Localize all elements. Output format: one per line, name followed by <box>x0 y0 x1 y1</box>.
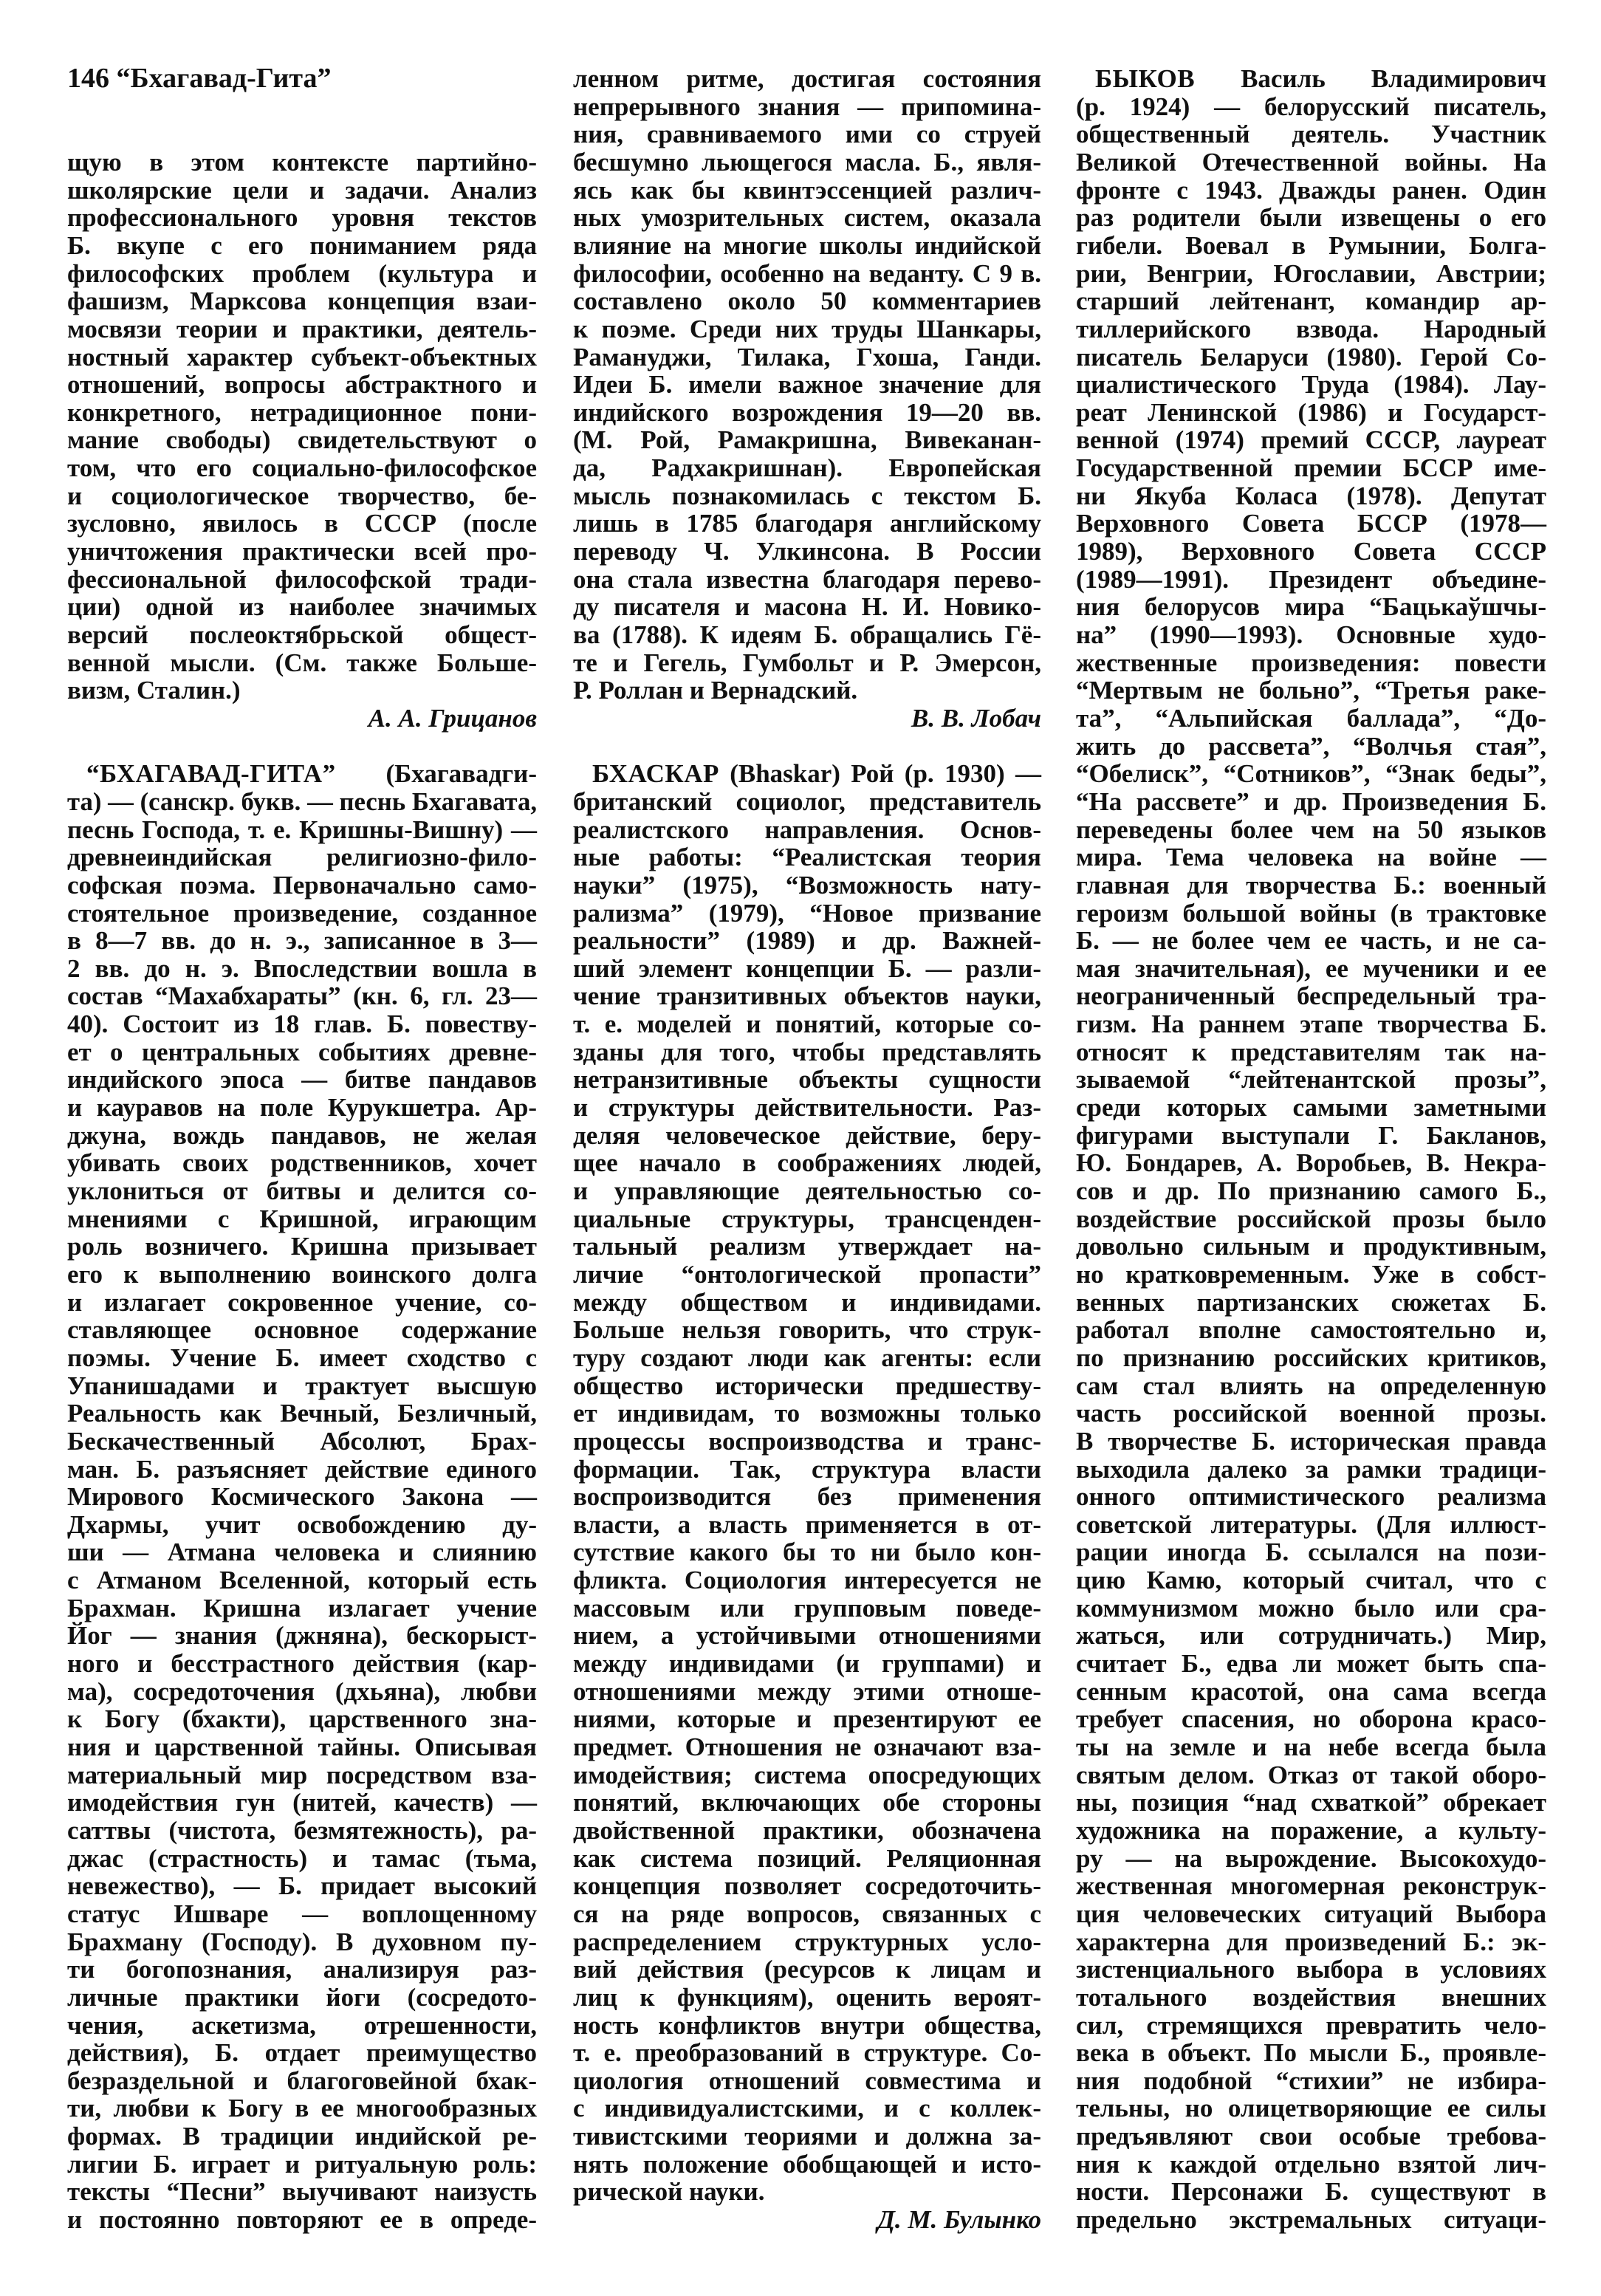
text-line: ся на ряде вопросов, связанных с <box>573 1899 1041 1928</box>
text-line: переводу Ч. Улкинсона. В России <box>573 537 1041 566</box>
text-line: ния и царственной тайны. Описывая <box>67 1733 537 1761</box>
text-line: к поэме. Среди них труды Шанкары, <box>573 314 1041 343</box>
text-line: Упанишадами и трактует высшую <box>67 1371 537 1400</box>
text-line: героизм большой войны (в трактовке <box>1076 898 1546 928</box>
text-line: та) — (санскр. букв. — песнь Бхагавата, <box>67 787 537 816</box>
text-line: характерна для произведений Б.: эк- <box>1076 1927 1546 1956</box>
text-line: сов и др. По признанию самого Б., <box>1076 1176 1546 1205</box>
text-line: относят к представителям так на- <box>1076 1037 1546 1066</box>
text-line: ния белорусов мира “Бацькаўшчы- <box>1076 592 1546 622</box>
text-line: Дхармы, учит освобождению ду- <box>67 1509 537 1539</box>
text-line: 1989), Верховного Совета СССР <box>1076 537 1546 566</box>
text-line: отношений, вопросы абстрактного и <box>67 370 537 400</box>
text-line: мысль познакомилась с текстом Б. <box>573 481 1041 510</box>
text-line: сил, стремящихся превратить чело- <box>1076 2010 1546 2040</box>
text-line: личные практики йоги (сосредото- <box>67 1982 537 2012</box>
text-line: лигии Б. играет и ритуальную роль: <box>67 2149 537 2179</box>
text-line: циалистического Труда (1984). Лау- <box>1076 370 1546 400</box>
text-line: нием, а устойчивыми отношениями <box>573 1621 1041 1651</box>
entry-headword: БЫКОВ <box>1095 64 1196 93</box>
text-line: стоятельное произведение, созданное <box>67 898 537 928</box>
text-line: ны, позиция “над схваткой” обрекает <box>1076 1788 1546 1817</box>
text-line: (1989—1991). Президент объедине- <box>1076 564 1546 594</box>
text-line: ру — на вырождение. Высокохудо- <box>1076 1843 1546 1873</box>
text-line: рии, Венгрии, Югославии, Австрии; <box>1076 258 1546 288</box>
text-line: предъявляют свои особые требова- <box>1076 2122 1546 2151</box>
text-line: Государственной премии БССР име- <box>1076 453 1546 483</box>
text-line: по признанию российских критиков, <box>1076 1343 1546 1372</box>
text-line: джуна, вождь пандавов, не желая <box>67 1120 537 1150</box>
text-line: венных партизанских сюжетах Б. <box>1076 1287 1546 1317</box>
page-number: 146 <box>67 63 109 94</box>
text-line: она стала известна благодаря перево- <box>573 564 1041 594</box>
text-line: рализма” (1979), “Новое призвание <box>573 898 1041 928</box>
text-line: предельно экстремальных ситуаци- <box>1076 2205 1546 2235</box>
text-line: считает Б., едва ли может быть спа- <box>1076 1649 1546 1679</box>
text-line: (р. 1924) — белорусский писатель, <box>1076 92 1546 121</box>
text-line: невежество), — Б. придает высокий <box>67 1871 537 1901</box>
text-line: Брахману (Господу). В духовном пу- <box>67 1927 537 1956</box>
text-line: формах. В традиции индийской ре- <box>67 2122 537 2151</box>
text-line: сам стал влиять на определенную <box>1076 1371 1546 1400</box>
text-line: 2 вв. до н. э. Впоследствии вошла в <box>67 953 537 983</box>
text-line: зусловно, явилось в СССР (после <box>67 509 537 538</box>
text-line: требует спасения, но оборона красо- <box>1076 1704 1546 1734</box>
text-line: бесшумно льющегося масла. Б., явля- <box>573 147 1041 177</box>
text-line: чения, аскетизма, отрешенности, <box>67 2010 537 2040</box>
text-line: “Мертвым не больно”, “Третья раке- <box>1076 676 1546 705</box>
text-line: софская поэма. Первоначально само- <box>67 870 537 899</box>
text-line: действия), Б. отдает преимущество <box>67 2038 537 2068</box>
text-line: Бескачественный Абсолют, Брах- <box>67 1426 537 1456</box>
text-line: как система позиций. Реляционная <box>573 1843 1041 1873</box>
text-line: нять положение обобщающей и исто- <box>573 2149 1041 2179</box>
text-line: Ю. Бондарев, А. Воробьев, В. Некра- <box>1076 1148 1546 1178</box>
text-line: состав “Махабхараты” (кн. 6, гл. 23— <box>67 981 537 1011</box>
text-line: на” (1990—1993). Основные худо- <box>1076 620 1546 649</box>
text-line: концепция позволяет сосредоточить- <box>573 1871 1041 1901</box>
text-line: ные работы: “Реалистская теория <box>573 843 1041 872</box>
text-line: гизм. На раннем этапе творчества Б. <box>1076 1010 1546 1039</box>
text-line: деляя человеческое действие, беру- <box>573 1120 1041 1150</box>
entry-headword: “БХАГАВАД-ГИТА” <box>86 759 336 789</box>
running-title: “Бхагавад-Гита” <box>116 63 332 94</box>
entry-first-line <box>67 760 537 788</box>
text-line: коммунизмом можно было или сра- <box>1076 1593 1546 1622</box>
text-line: Больше нельзя говорить, что струк- <box>573 1315 1041 1345</box>
text-line: визм, Сталин.) <box>67 676 241 705</box>
text-line: мира. Тема человека на войне — <box>1076 843 1546 872</box>
text-line: реальности” (1989) и др. Важней- <box>573 926 1041 956</box>
text-line: мнениями с Кришной, играющим <box>67 1204 537 1233</box>
text-line: в 8—7 вв. до н. э., записанное в 3— <box>67 926 537 956</box>
text-line: переведены более чем на 50 языков <box>1076 815 1546 844</box>
text-line: туру создают люди как агенты: если <box>573 1343 1041 1372</box>
text-line: венной (1974) премий СССР, лауреат <box>1076 425 1546 455</box>
text-line: Йог — знания (джняна), бескорыст- <box>67 1621 537 1651</box>
text-line: зистенциального выбора в условиях <box>1076 1955 1546 1984</box>
text-line: “На рассвете” и др. Произведения Б. <box>1076 787 1546 816</box>
text-line: Мирового Космического Закона — <box>67 1482 537 1512</box>
text-line: имодействия гун (нитей, качеств) — <box>67 1788 537 1817</box>
text-line: ти богопознания, анализируя раз- <box>67 1955 537 1984</box>
text-line: (М. Рой, Рамакришна, Вивеканан- <box>573 425 1041 455</box>
text-line: неограниченный беспредельный тра- <box>1076 981 1546 1011</box>
text-line: британский социолог, представитель <box>573 787 1041 816</box>
text-line: ду писателя и масона Н. И. Новико- <box>573 592 1041 622</box>
text-line: индийского возрождения 19—20 вв. <box>573 397 1041 427</box>
entry-first-line <box>1076 65 1546 93</box>
text-line: гибели. Воевал в Румынии, Болга- <box>1076 230 1546 260</box>
text-line: ностный характер субъект-объектных <box>67 342 537 371</box>
text-line: ности. Персонажи Б. существуют в <box>1076 2177 1546 2207</box>
text-line: “Обелиск”, “Сотников”, “Знак беды”, <box>1076 759 1546 789</box>
text-line: роль возничего. Кришна призывает <box>67 1232 537 1261</box>
text-line: к Богу (бхакти), царственного зна- <box>67 1704 537 1734</box>
text-line: щее начало в соображениях людей, <box>573 1148 1041 1178</box>
text-line: среди которых самыми заметными <box>1076 1093 1546 1123</box>
text-line: и структуры действительности. Раз- <box>573 1093 1041 1123</box>
entry-text: (Bhaskar) Рой (р. 1930) — <box>719 759 1041 789</box>
entry-text: (Бхагавадги- <box>335 759 537 789</box>
text-line: и управляющие деятельностью со- <box>573 1176 1041 1205</box>
text-line: джас (страстность) и тамас (тьма, <box>67 1843 537 1873</box>
text-line: цию Камю, который считал, что с <box>1076 1566 1546 1595</box>
entry-first-line <box>573 760 1041 788</box>
text-line: ния, сравниваемого ими со струей <box>573 120 1041 149</box>
text-line: тотального воздействия внешних <box>1076 1982 1546 2012</box>
text-line: мосвязи теории и практики, деятель- <box>67 314 537 343</box>
text-line: старший лейтенант, командир ар- <box>1076 287 1546 316</box>
text-line: мая значительная), ее мученики и ее <box>1076 953 1546 983</box>
text-line: ниями, которые и презентируют ее <box>573 1704 1041 1734</box>
text-line: общество исторически предшеству- <box>573 1371 1041 1400</box>
text-line: уничтожения практически всей про- <box>67 537 537 566</box>
text-line: ния подобной “стихии” не избира- <box>1076 2066 1546 2095</box>
text-line: т. е. моделей и понятий, которые со- <box>573 1010 1041 1039</box>
text-line: чение транзитивных объектов науки, <box>573 981 1041 1011</box>
text-line: материальный мир посредством вза- <box>67 1760 537 1789</box>
text-line: профессионального уровня текстов <box>67 203 537 233</box>
text-line: циальные структуры, трансценден- <box>573 1204 1041 1233</box>
text-line: та”, “Альпийская баллада”, “До- <box>1076 703 1546 733</box>
author-signature: А. А. Грицанов <box>368 703 537 733</box>
text-line: онного оптимистического реализма <box>1076 1482 1546 1512</box>
text-line: сенным красотой, она сама всегда <box>1076 1676 1546 1706</box>
text-line: ставляющее основное содержание <box>67 1315 537 1345</box>
text-line: имодействия; система опосредующих <box>573 1760 1041 1789</box>
text-line: ши — Атмана человека и слиянию <box>67 1538 537 1567</box>
text-line: предмет. Отношения не означают вза- <box>573 1733 1041 1761</box>
text-line: Брахман. Кришна излагает учение <box>67 1593 537 1622</box>
text-line: его к выполнению воинского долга <box>67 1259 537 1289</box>
text-line: понятий, включающих обе стороны <box>573 1788 1041 1817</box>
text-line: влияние на многие школы индийской <box>573 230 1041 260</box>
text-line: но кратковременным. Уже в собст- <box>1076 1259 1546 1289</box>
text-line: поэмы. Учение Б. имеет сходство с <box>67 1343 537 1372</box>
text-line: Великой Отечественной войны. На <box>1076 147 1546 177</box>
text-line: тальный реализм утверждает на- <box>573 1232 1041 1261</box>
text-line: жественная многомерная реконструк- <box>1076 1871 1546 1901</box>
text-line: Реальность как Вечный, Безличный, <box>67 1399 537 1428</box>
text-line: реат Ленинской (1986) и Государст- <box>1076 397 1546 427</box>
text-line: ни Якуба Коласа (1978). Депутат <box>1076 481 1546 510</box>
text-line: ма), сосредоточения (дхьяна), любви <box>67 1676 537 1706</box>
text-line: мание свободы) свидетельствуют о <box>67 425 537 455</box>
text-line: ных умозрительных систем, оказала <box>573 203 1041 233</box>
text-line: фессиональной философской тради- <box>67 564 537 594</box>
text-line: формации. Так, структура власти <box>573 1454 1041 1484</box>
text-line: массовым или групповым поведе- <box>573 1593 1041 1622</box>
text-line: двойственной практики, обозначена <box>573 1815 1041 1845</box>
text-line: тивистскими теориями и должна за- <box>573 2122 1041 2151</box>
text-line: том, что его социально-философское <box>67 453 537 483</box>
text-line: выходила далеко за рамки традици- <box>1076 1454 1546 1484</box>
text-line: циология отношений совместима и <box>573 2066 1041 2095</box>
text-line: философских проблем (культура и <box>67 258 537 288</box>
text-line: власти, а власть применяется в от- <box>573 1509 1041 1539</box>
text-line: фликта. Социология интересуется не <box>573 1566 1041 1595</box>
text-line: ва (1788). К идеям Б. обращались Гё- <box>573 620 1041 649</box>
text-line: песнь Господа, т. е. Кришны-Вишну) — <box>67 815 537 844</box>
text-line: ясь как бы квинтэссенцией различ- <box>573 175 1041 205</box>
text-line: воспроизводится без применения <box>573 1482 1041 1512</box>
text-line: тиллерийского взвода. Народный <box>1076 314 1546 343</box>
text-line: ты на земле и на небе всегда была <box>1076 1733 1546 1761</box>
text-line: венной мысли. (См. также Больше- <box>67 648 537 677</box>
text-line: философии, особенно на веданту. С 9 в. <box>573 258 1041 288</box>
text-line: щую в этом контексте партийно- <box>67 147 537 177</box>
text-line: зываемой “лейтенантской прозы”, <box>1076 1065 1546 1094</box>
text-line: да, Радхакришнан). Европейская <box>573 453 1041 483</box>
text-line: процессы воспроизводства и транс- <box>573 1426 1041 1456</box>
text-line: фашизм, Марксова концепция взаи- <box>67 287 537 316</box>
text-line: непрерывного знания — припомина- <box>573 92 1041 121</box>
text-line: и постоянно повторяют ее в опреде- <box>67 2205 537 2235</box>
text-line: ший элемент концепции Б. — разли- <box>573 953 1041 983</box>
text-line: ния к каждой отдельно взятой лич- <box>1076 2149 1546 2179</box>
text-line: главная для творчества Б.: военный <box>1076 870 1546 899</box>
author-signature: В. В. Лобач <box>911 703 1041 733</box>
text-line: распределением структурных усло- <box>573 1927 1041 1956</box>
text-line: науки” (1975), “Возможность нату- <box>573 870 1041 899</box>
text-line: версий послеоктябрьской общест- <box>67 620 537 649</box>
text-line: Рамануджи, Тилака, Гхоша, Ганди. <box>573 342 1041 371</box>
text-line: рации иногда Б. ссылался на пози- <box>1076 1538 1546 1567</box>
text-line: ции) одной из наиболее значимых <box>67 592 537 622</box>
text-line: Идеи Б. имели важное значение для <box>573 370 1041 400</box>
text-line: работал вполне самостоятельно и, <box>1076 1315 1546 1345</box>
text-line: ного и бесстрастного действия (кар- <box>67 1649 537 1679</box>
text-line: сутствие какого бы то ни было кон- <box>573 1538 1041 1567</box>
entry-headword: БХАСКАР <box>592 759 719 789</box>
text-line: между обществом и индивидами. <box>573 1287 1041 1317</box>
text-line: ция человеческих ситуаций Выбора <box>1076 1899 1546 1928</box>
text-line: безраздельной и благоговейной бхак- <box>67 2066 537 2095</box>
text-line: часть российской военной прозы. <box>1076 1399 1546 1428</box>
text-line: саттвы (чистота, безмятежность), ра- <box>67 1815 537 1845</box>
page-header <box>67 64 332 93</box>
text-line: и излагает сокровенное учение, со- <box>67 1287 537 1317</box>
text-line: святым делом. Отказ от такой оборо- <box>1076 1760 1546 1789</box>
text-line: Верховного Совета БССР (1978— <box>1076 509 1546 538</box>
text-line: школярские цели и задачи. Анализ <box>67 175 537 205</box>
text-line: воздействие российской прозы было <box>1076 1204 1546 1233</box>
text-line: вий действия (ресурсов к лицам и <box>573 1955 1041 1984</box>
text-line: Б. вкупе с его пониманием ряда <box>67 230 537 260</box>
text-line: века в объект. По мысли Б., проявле- <box>1076 2038 1546 2068</box>
text-line: ет о центральных событиях древне- <box>67 1037 537 1066</box>
text-line: индийского эпоса — битве пандавов <box>67 1065 537 1094</box>
text-line: лиц к функциям), оценить вероят- <box>573 1982 1041 2012</box>
text-line: ленном ритме, достигая состояния <box>573 64 1041 93</box>
text-line: убивать своих родственников, хочет <box>67 1148 537 1178</box>
text-line: тельны, но олицетворяющие ее силы <box>1076 2094 1546 2123</box>
text-line: тексты “Песни” выучивают наизусть <box>67 2177 537 2207</box>
text-line: ман. Б. разъясняет действие единого <box>67 1454 537 1484</box>
text-line: советской литературы. (Для иллюст- <box>1076 1509 1546 1539</box>
text-line: лишь в 1785 благодаря английскому <box>573 509 1041 538</box>
text-line: нетранзитивные объекты сущности <box>573 1065 1041 1094</box>
text-line: те и Гегель, Гумбольт и Р. Эмерсон, <box>573 648 1041 677</box>
text-line: и социологическое творчество, бе- <box>67 481 537 510</box>
text-line: ет индивидам, то возможны только <box>573 1399 1041 1428</box>
text-line: фигурами выступали Г. Бакланов, <box>1076 1120 1546 1150</box>
text-line: Р. Роллан и Вернадский. <box>573 676 858 705</box>
text-line: писатель Беларуси (1980). Герой Со- <box>1076 342 1546 371</box>
text-line: древнеиндийская религиозно-фило- <box>67 843 537 872</box>
text-line: реалистского направления. Основ- <box>573 815 1041 844</box>
text-line: т. е. преобразований в структуре. Со- <box>573 2038 1041 2068</box>
text-line: Б. — не более чем ее часть, и не са- <box>1076 926 1546 956</box>
text-line: жаться, или сотрудничать.) Мир, <box>1076 1621 1546 1651</box>
text-line: общественный деятель. Участник <box>1076 120 1546 149</box>
text-line: и кауравов на поле Курукшетра. Ар- <box>67 1093 537 1123</box>
text-line: отношениями между этими отноше- <box>573 1676 1041 1706</box>
entry-text: Василь Владимирович <box>1195 64 1546 93</box>
text-line: зданы для того, чтобы представлять <box>573 1037 1041 1066</box>
author-signature: Д. М. Булынко <box>877 2205 1041 2235</box>
text-line: статус Ишваре — воплощенному <box>67 1899 537 1928</box>
text-line: художника на поражение, а культу- <box>1076 1815 1546 1845</box>
text-line: конкретного, нетрадиционное пони- <box>67 397 537 427</box>
text-line: довольно сильным и продуктивным, <box>1076 1232 1546 1261</box>
text-line: жить до рассвета”, “Волчья стая”, <box>1076 731 1546 761</box>
text-line: рической науки. <box>573 2177 765 2207</box>
text-line: личие “онтологической пропасти” <box>573 1259 1041 1289</box>
text-line: составлено около 50 комментариев <box>573 287 1041 316</box>
text-line: с индивидуалистскими, и с коллек- <box>573 2094 1041 2123</box>
text-line: ти, любви к Богу в ее многообразных <box>67 2094 537 2123</box>
text-line: 40). Состоит из 18 глав. Б. повеству- <box>67 1010 537 1039</box>
text-line: между индивидами (и группами) и <box>573 1649 1041 1679</box>
text-line: фронте с 1943. Дважды ранен. Один <box>1076 175 1546 205</box>
text-line: В творчестве Б. историческая правда <box>1076 1426 1546 1456</box>
text-line: жественные произведения: повести <box>1076 648 1546 677</box>
text-line: ность конфликтов внутри общества, <box>573 2010 1041 2040</box>
text-line: уклониться от битвы и делится со- <box>67 1176 537 1205</box>
text-line: раз родители были извещены о его <box>1076 203 1546 233</box>
text-line: с Атманом Вселенной, который есть <box>67 1566 537 1595</box>
